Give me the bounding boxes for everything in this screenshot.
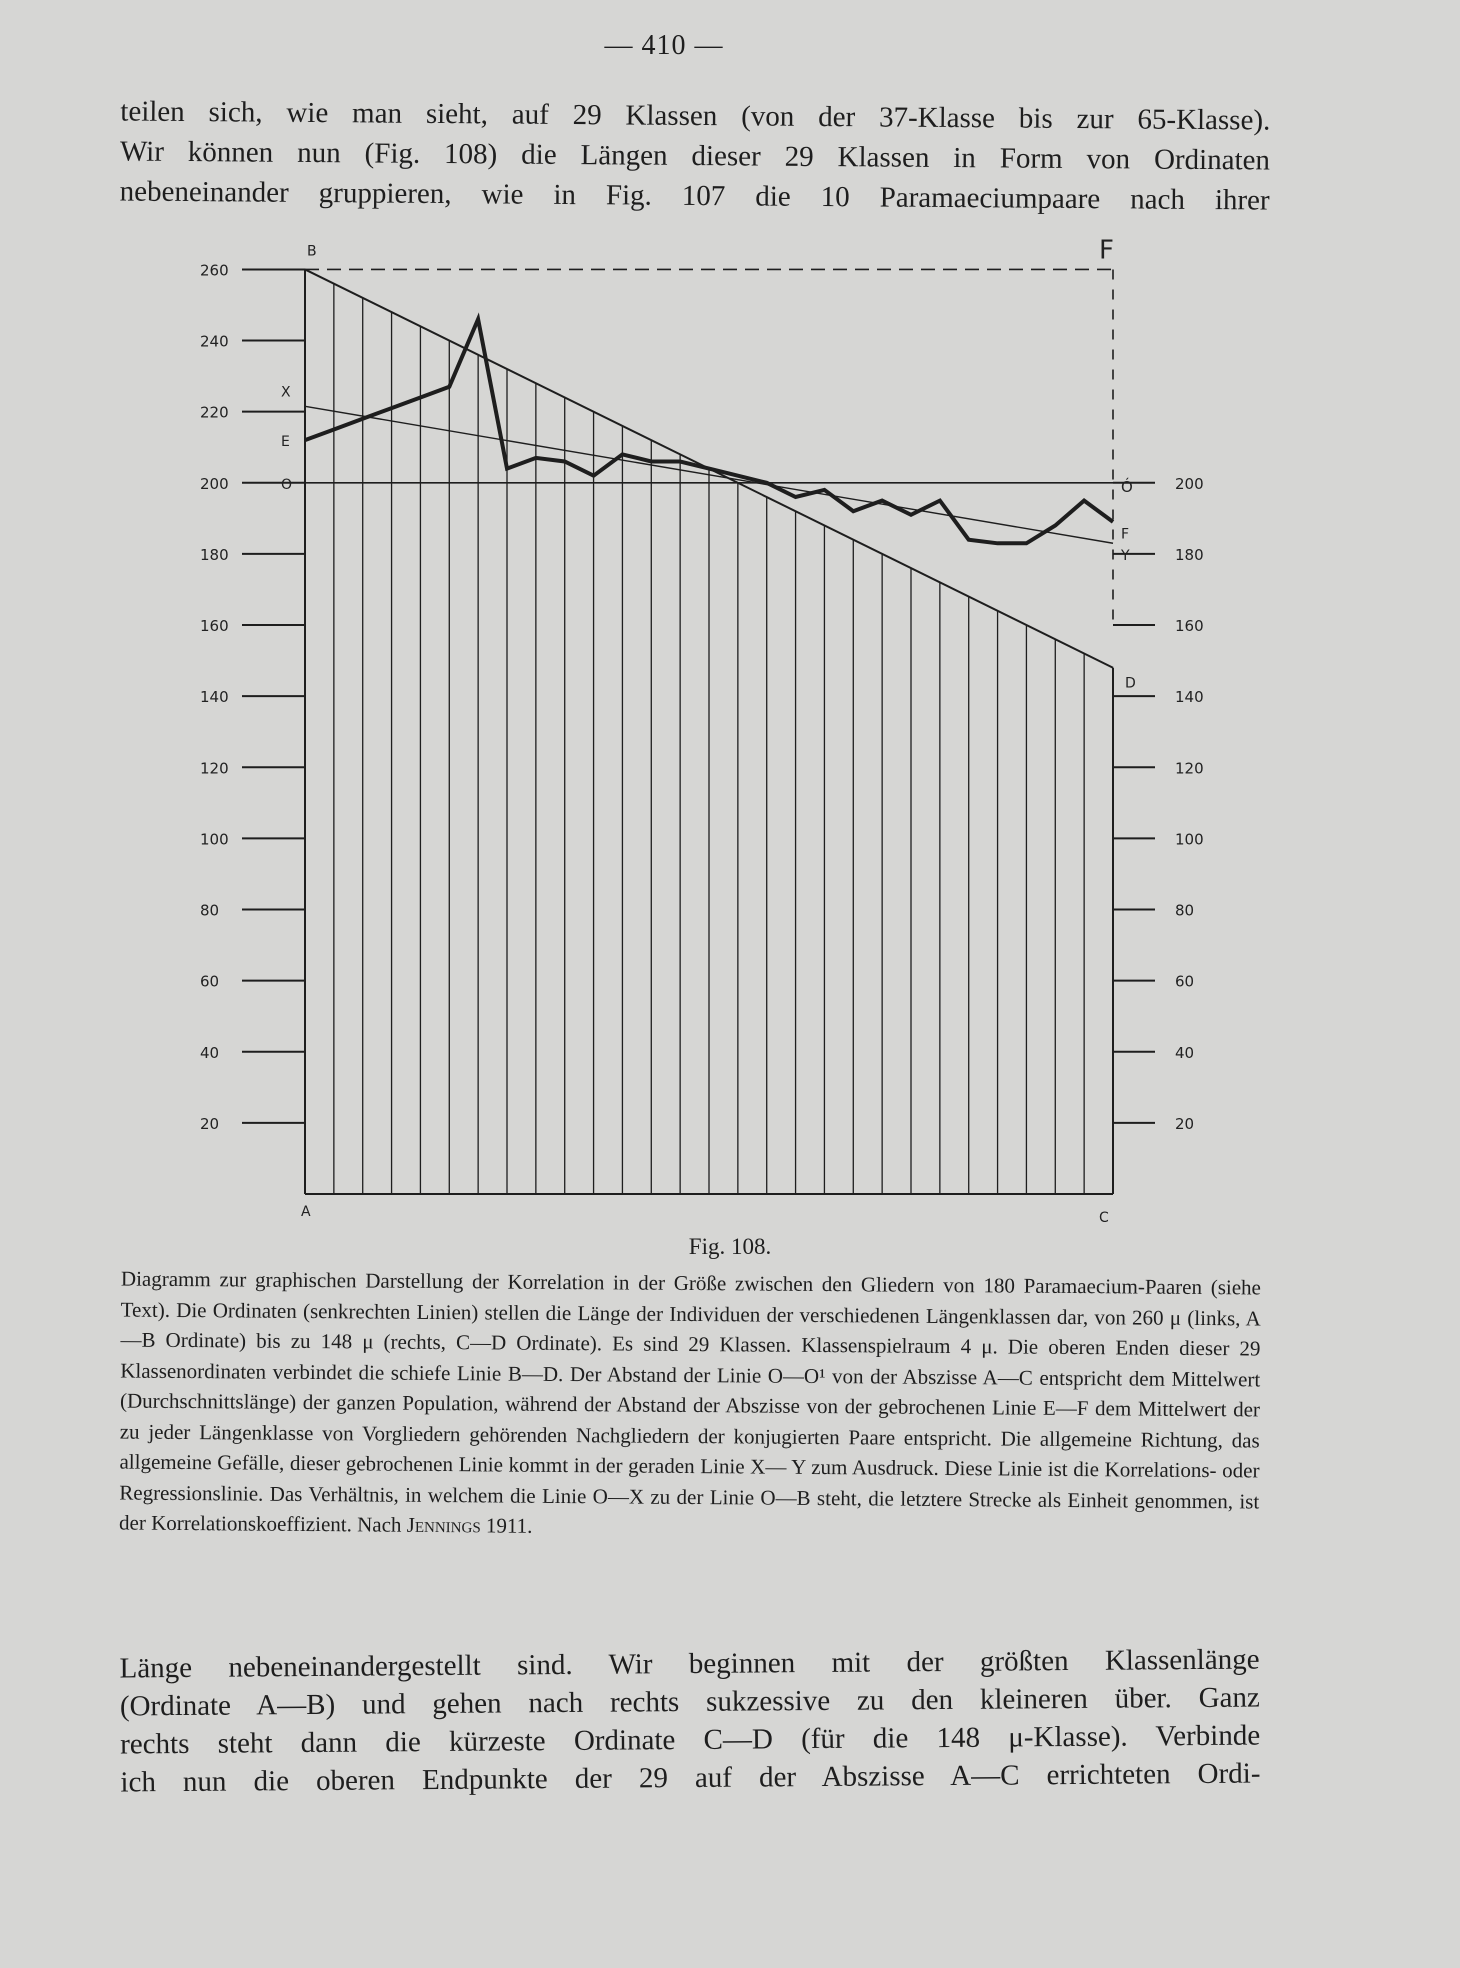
label-c: C bbox=[1099, 1210, 1109, 1226]
left-tick-label: 140 bbox=[200, 688, 229, 707]
left-tick-label: 100 bbox=[200, 830, 229, 849]
right-tick-label: 160 bbox=[1175, 617, 1204, 636]
label-x: X bbox=[281, 384, 291, 401]
left-tick-label: 220 bbox=[200, 403, 229, 422]
caption-text: Diagramm zur graphischen Darstellung der Korrelation in der Größe zwischen den Gliedern von 180 Paramaecium-Paaren (siehe Text). Die Ordinaten (senkrechten Linien) stellen die Länge der Individuen der verschiedenen Längenklassen dar, von 260 μ (links, A—B Ordinate) bis zu 148 μ (rechts, C—D Ordinate). Es sind 29 Klassen. Klassenspielraum 4 μ. Die oberen Enden dieser 29 Klassenordinaten verbindet die schiefe Linie B—D. Der Abstand der Linie O—O¹ von der Abszisse A—C entspricht dem Mittelwert (Durchschnittslänge) der ganzen Population, während der Abstand der Abszisse von der gebrochenen Linie E—F dem Mittelwert der zu jeder Längenklasse von Vorgliedern gehörenden Nachgliedern der konjugierten Paare entspricht. Die allgemeine Richtung, das allgemeine Gefälle, dieser gebrochenen Linie kommt in der geraden Linie X— Y zum Ausdruck. Diese Linie ist die Korrelations- oder Regressionslinie. Das Verhältnis, in welchem die Linie O—X zu der Linie O—B steht, die letztere Strecke als Einheit genommen, ist der Korrelationskoeffizient. Nach bbox=[118, 1266, 1262, 1537]
left-tick-label: 40 bbox=[200, 1043, 220, 1062]
left-tick-label: 80 bbox=[200, 901, 220, 920]
left-tick-label: 240 bbox=[200, 332, 229, 351]
label-o1: Ó bbox=[1121, 477, 1133, 496]
label-b: B bbox=[307, 243, 317, 260]
right-tick-label: 20 bbox=[1175, 1114, 1195, 1133]
left-tick-label: 60 bbox=[200, 972, 220, 991]
text-line: (Ordinate A—B) und gehen nach rechts sukzessive zu den kleineren über. Ganz bbox=[119, 1681, 1260, 1723]
text-line: Wir können nun (Fig. 108) die Längen dieser 29 Klassen in Form von Ordinaten bbox=[119, 135, 1271, 177]
right-tick-label: 100 bbox=[1175, 830, 1204, 849]
page-number: — 410 — bbox=[604, 30, 724, 61]
figure-caption bbox=[119, 1264, 1261, 1547]
caption-year: 1911. bbox=[480, 1513, 533, 1538]
label-e: E bbox=[281, 434, 290, 451]
text-line: teilen sich, wie man sieht, auf 29 Klassen (von der 37-Klasse bis zur 65-Klasse). bbox=[120, 95, 1271, 137]
right-tick-label: 40 bbox=[1175, 1043, 1195, 1062]
left-tick-label: 160 bbox=[200, 617, 229, 636]
figure-title: Fig. 108. bbox=[688, 1234, 772, 1259]
left-tick-label: 180 bbox=[200, 545, 229, 564]
text-line: ich nun die oberen Endpunkte der 29 auf der Abszisse A—C errichteten Ordi- bbox=[120, 1757, 1261, 1799]
right-tick-label: 200 bbox=[1175, 474, 1204, 493]
left-tick-label: 20 bbox=[200, 1114, 220, 1133]
caption-author: Jennings bbox=[406, 1512, 481, 1538]
label-f: F bbox=[1121, 526, 1130, 543]
right-tick-label: 60 bbox=[1175, 972, 1195, 991]
correlation-diagram bbox=[180, 235, 1204, 1236]
right-tick-label: 180 bbox=[1175, 545, 1204, 564]
right-tick-label: 120 bbox=[1175, 759, 1204, 778]
right-tick-label: 80 bbox=[1175, 901, 1195, 920]
left-tick-label: 260 bbox=[200, 261, 229, 280]
left-tick-label: 200 bbox=[200, 474, 229, 493]
text-line: rechts steht dann die kürzeste Ordinate C—D (für die 148 μ-Klasse). Verbinde bbox=[120, 1719, 1261, 1761]
bottom-paragraph bbox=[119, 1641, 1260, 1802]
text-line: Länge nebeneinandergestellt sind. Wir beginnen mit der größten Klassenlänge bbox=[119, 1643, 1260, 1685]
top-paragraph bbox=[120, 91, 1271, 220]
label-y: Y bbox=[1121, 547, 1130, 564]
label-o: O bbox=[281, 476, 293, 493]
right-tick-label: 140 bbox=[1175, 688, 1204, 707]
text-line: nebeneinander gruppieren, wie in Fig. 107 die 10 Paramaeciumpaare nach ihrer bbox=[119, 175, 1270, 217]
left-tick-label: 120 bbox=[200, 759, 229, 778]
label-a: A bbox=[301, 1204, 311, 1220]
label-f-top: F bbox=[1099, 235, 1114, 266]
label-d: D bbox=[1125, 675, 1136, 692]
